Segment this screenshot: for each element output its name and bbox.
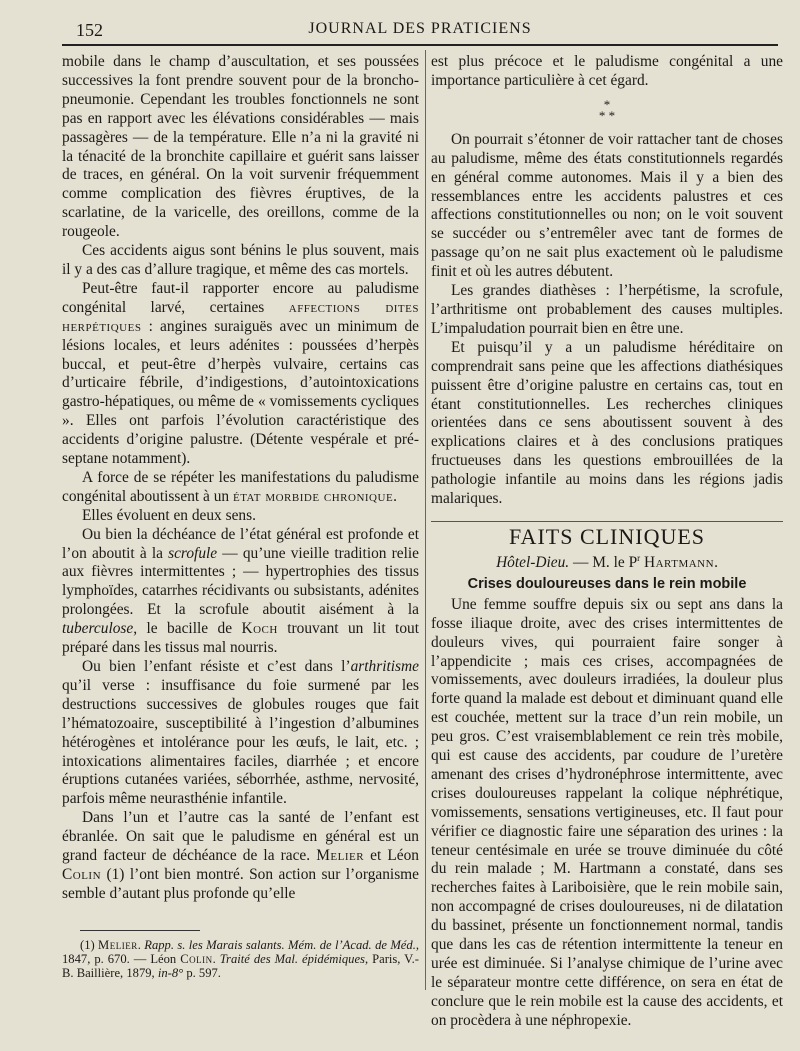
- paragraph: Les grandes diathèses : l’herpétisme, la scrofule, l’arthritisme ont probablement des causes multiples. L’impaludation pourrait bien en être une.: [431, 282, 783, 337]
- footnote: [62, 938, 419, 981]
- paragraph: Dans l’un et l’autre cas la santé de l’enfant est ébranlée. On sait que le paludisme en général est un grand facteur de déchéance de la race. Melier et Léon Colin (1) l’ont bien montré. Son action sur l’organisme semble d’autant plus profonde qu’elle: [62, 809, 419, 902]
- paragraph: Ou bien l’enfant résiste et c’est dans l’arthritisme qu’il verse : insuffisance du foie surmené par les destructions successives de globules rouges que fait l’hématozoaire, susceptibilité à l’ingestion d’albumines hétérogènes et intolérance pour les œufs, le lait, etc. ; intoxications alimentaires faciles, diarrhée ; et encore éruptions cutanées variées, séborrhée, asthme, nervosité, parfois même neurasthénie infantile.: [62, 658, 419, 808]
- author-name: Colin: [62, 865, 102, 883]
- paragraph: Elles évoluent en deux sens.: [82, 506, 256, 524]
- italic-term: scrofule: [168, 544, 218, 562]
- section-title: FAITS CLINIQUES: [431, 521, 783, 547]
- paragraph: mobile dans le champ d’auscultation, et ses poussées successives la font prendre souvent pour de la broncho-pneumonie. Cependant les troubles fonctionnels ne sont pas en rapport avec les élévations considérables — mais passagères — de la température. Elle n’a ni la gravité ni la ténacité de la bronchite capillaire et guérit sans laisser de traces, en général. On la voit survenir fréquemment comme complication des fièvres éruptives, de la scarlatine, de la varicelle, des oreillons, comme de la rougeole.: [62, 53, 419, 241]
- column-divider: [425, 50, 426, 990]
- small-caps-term: affections dites herpétiques: [62, 298, 419, 335]
- small-caps-term: état morbide chronique: [232, 487, 394, 505]
- left-column: [62, 53, 419, 904]
- paragraph: A force de se répéter les manifestations du paludisme congénital aboutissent à un état morbide chronique.: [62, 468, 419, 505]
- paragraph: Une femme souffre depuis six ou sept ans dans la fosse iliaque droite, avec des crises intermittentes de douleurs vives, qui pourraient faire songer à l’appendicite ; mais ces crises, accompagnées de vomissements, avec douleurs irradiées, la douleur plus forte quand la malade est debout et diminuant quand elle est couchée, mettent sur la trace d’un rein mobile, un peu gros. C’est vraisemblablement ce rein très mobile, qui est cause des accidents, par coudure de l’uretère amenant des crises d’hydronéphrose intermittente, avec crises douloureuses rappelant la colique néphrétique, vomissements, sensations vertigineuses, etc. Il faut pour vérifier ce diagnostic faire une séparation des urines : la teneur centésimale en urée se trouve diminuée du côté du rein malade ; M. Hartmann a constaté, dans ses recherches faites à Lariboisière, que le rein mobile sain, non accompagné de crises douloureuses, ni de dilatation du bassinet, présente un fonctionnement normal, tandis que dans les cas de rétention intermittente la teneur en urée est diminuée. Si l’analyse chimique de l’urine avec le séparateur montre cette différence, on sera en état de conclure que le rein mobile est la cause des accidents, et on procèdera à une néphropexie.: [431, 595, 783, 1029]
- running-head: JOURNAL DES PRATICIENS: [308, 20, 532, 37]
- author-name: Koch: [241, 620, 278, 638]
- paragraph: On pourrait s’étonner de voir rattacher tant de choses au paludisme, même des états constitutionnels regardés en général comme autonomes. Mais il y a bien des ressemblances entre les accidents palustres et ces affections constitutionnelles ou non; on le voit souvent se succéder ou s’entremêler avec tant de formes de passage qu’on ne sait plus exactement où le paludisme finit et où les autres débutent.: [431, 130, 783, 281]
- author-name: Melier: [316, 847, 365, 865]
- section-break-asterisks: * * *: [598, 96, 616, 123]
- page-number: 152: [76, 20, 103, 40]
- page-header: [62, 14, 778, 46]
- paragraph: Et puisqu’il y a un paludisme héréditaire on comprendrait sans peine que les affections diathésiques puissent être d’origine palustre en certains cas, tout en étant constitutionnelles. Les recherches cliniques orientées dans ce sens aboutissent souvent à des explications claires et à des conclusions pratiques fructueuses dans les questions embrouillées de la pathologie infantile au moins dans les régions jadis malariques.: [431, 338, 783, 508]
- paragraph: Ou bien la déchéance de l’état général est profonde et l’on aboutit à la scrofule — qu’une vieille tradition relie aux fièvres intermittentes ; — hypertrophies des tissus lymphoïdes, catarrhes récidivants ou subsistants, adénites prolongées. Et la scrofule aboutit aisément à la tuberculose, le bacille de Koch trouvant un lit tout préparé dans les tissus mal nourris.: [62, 525, 419, 657]
- italic-term: arthritisme: [350, 658, 419, 675]
- footnote-text: (1) Melier. Rapp. s. les Marais salants. Mém. de l’Acad. de Méd., 1847, p. 670. — Léon Colin. Traité des Mal. épidémiques, Paris, V.-B. Baillière, 1879, in-8° p. 597.: [62, 938, 420, 981]
- right-column: [431, 53, 783, 1031]
- paragraph: Ces accidents aigus sont bénins le plus souvent, mais il y a des cas d’allure tragique, et même des cas mortels.: [62, 242, 419, 278]
- case-title: Crises douloureuses dans le rein mobile: [467, 575, 747, 592]
- italic-term: tuberculose: [62, 620, 134, 638]
- paragraph: Peut-être faut-il rapporter encore au paludisme congénital larvé, certaines affections dites herpétiques : angines suraiguës avec un minimum de lésions locales, et leurs adénites : poussées d’herpès buccal, et peut-être d’herpès vulvaire, certains cas d’urticaire fébrile, d’indigestions, d’autointoxications gastro-hépatiques, ou même de « vomissements cycliques ». Elles ont parfois l’évolution caractéristique des accidents d’origine palustre. (Détente vespérale et pré-septane notamment).: [62, 279, 419, 468]
- clinic-attribution: Hôtel-Dieu. — M. le $P^r$ Hartmann.: [496, 552, 718, 571]
- footnote-rule: [80, 930, 200, 931]
- paragraph: est plus précoce et le paludisme congénital a une importance particulière à cet égard.: [431, 53, 783, 89]
